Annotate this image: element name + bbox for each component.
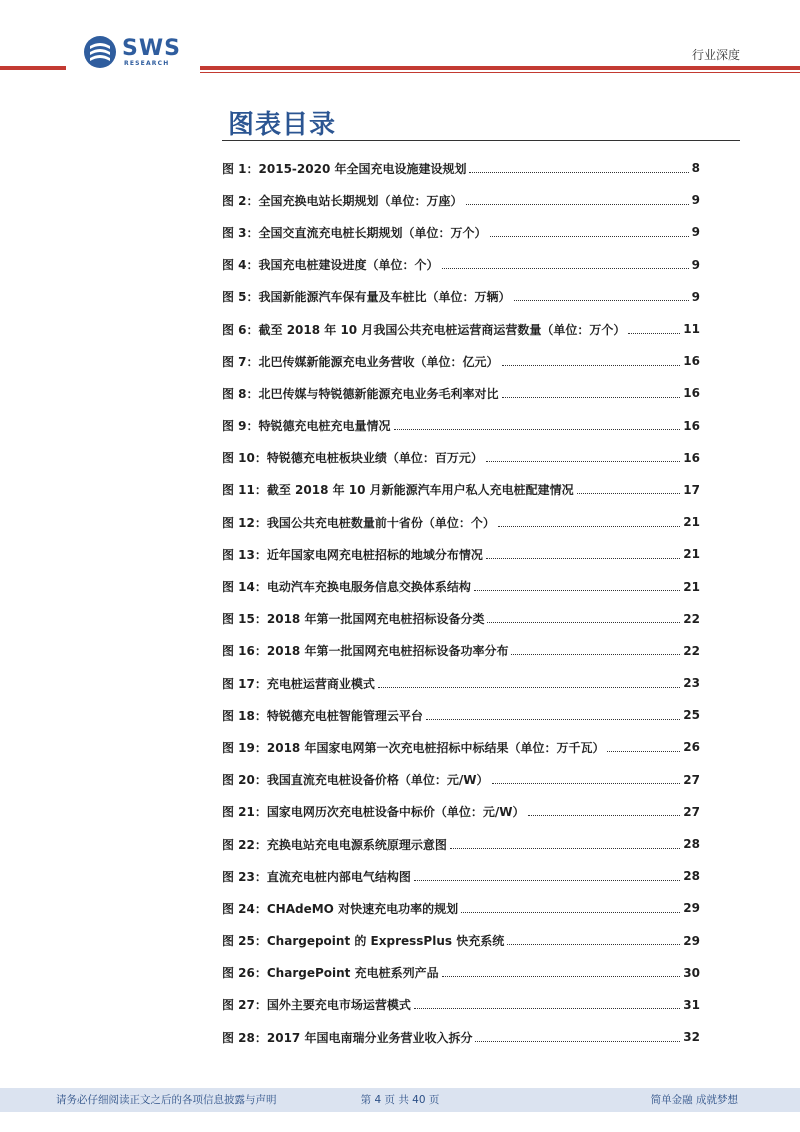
toc-entry-page: 29 (683, 901, 700, 916)
toc-entry[interactable] (222, 731, 700, 763)
toc-leader-dots (492, 783, 681, 784)
toc-leader-dots (577, 493, 681, 494)
toc-leader-dots (502, 397, 681, 398)
toc-entry-page: 27 (683, 772, 700, 787)
toc-entry[interactable] (222, 860, 700, 892)
toc-leader-dots (474, 590, 680, 591)
toc-entry-page: 9 (691, 193, 700, 208)
toc-leader-dots (498, 526, 680, 527)
toc-entry-label: 图 12：我国公共充电桩数量前十省份（单位：个） (222, 515, 495, 530)
toc-entry-label: 图 5：我国新能源汽车保有量及车桩比（单位：万辆） (222, 290, 511, 305)
toc-entry-page: 21 (683, 515, 700, 530)
toc-entry-label: 图 16：2018 年第一批国网充电桩招标设备功率分布 (222, 644, 509, 659)
toc-entry[interactable] (222, 184, 700, 216)
toc-entry[interactable] (222, 699, 700, 731)
toc-entry-label: 图 24：CHAdeMO 对快速充电功率的规划 (222, 901, 459, 916)
toc-leader-dots (475, 1041, 680, 1042)
toc-entry-page: 23 (683, 676, 700, 691)
toc-entry[interactable] (222, 538, 700, 570)
toc-entry-label: 图 15：2018 年第一批国网充电桩招标设备分类 (222, 612, 485, 627)
toc-leader-dots (511, 654, 680, 655)
toc-entry-label: 图 22：充换电站充电电源系统原理示意图 (222, 837, 447, 852)
figure-list (222, 152, 700, 1053)
toc-entry-page: 16 (683, 450, 700, 465)
toc-entry-page: 11 (683, 322, 700, 337)
toc-entry[interactable] (222, 249, 700, 281)
toc-leader-dots (528, 815, 681, 816)
toc-entry-label: 图 19：2018 年国家电网第一次充电桩招标中标结果（单位：万千瓦） (222, 740, 605, 755)
toc-entry-page: 31 (683, 997, 700, 1012)
toc-entry[interactable] (222, 635, 700, 667)
toc-entry-label: 图 14：电动汽车充换电服务信息交换体系结构 (222, 580, 471, 595)
sws-logo (82, 34, 192, 74)
toc-leader-dots (378, 687, 680, 688)
toc-entry[interactable] (222, 989, 700, 1021)
toc-entry-page: 32 (683, 1030, 700, 1045)
logo-subtext: RESEARCH (124, 60, 170, 67)
toc-leader-dots (442, 976, 681, 977)
header-rule-left (0, 66, 66, 70)
toc-entry[interactable] (222, 442, 700, 474)
toc-entry[interactable] (222, 892, 700, 924)
toc-entry-label: 图 20：我国直流充电桩设备价格（单位：元/W） (222, 773, 489, 788)
toc-entry-label: 图 21：国家电网历次充电桩设备中标价（单位：元/W） (222, 805, 525, 820)
toc-entry-page: 16 (683, 418, 700, 433)
toc-entry[interactable] (222, 667, 700, 699)
toc-entry[interactable] (222, 1021, 700, 1053)
header-rule-right (200, 66, 800, 70)
toc-entry[interactable] (222, 377, 700, 409)
toc-entry-label: 图 26：ChargePoint 充电桩系列产品 (222, 966, 439, 981)
toc-entry-page: 22 (683, 611, 700, 626)
toc-entry-page: 30 (683, 965, 700, 980)
report-category: 行业深度 (691, 48, 740, 62)
toc-entry-page: 21 (683, 547, 700, 562)
toc-entry-page: 17 (683, 482, 700, 497)
toc-entry[interactable] (222, 216, 700, 248)
toc-leader-dots (514, 300, 689, 301)
footer-page-info: 第 4 页 共 40 页 (360, 1094, 440, 1106)
toc-entry-label: 图 7：北巴传媒新能源充电业务营收（单位：亿元） (222, 354, 499, 369)
toc-entry[interactable] (222, 828, 700, 860)
logo-text: SWS (122, 36, 181, 61)
toc-entry[interactable] (222, 410, 700, 442)
toc-leader-dots (507, 944, 680, 945)
toc-entry[interactable] (222, 957, 700, 989)
toc-entry-page: 9 (691, 257, 700, 272)
toc-entry-label: 图 9：特锐德充电桩充电量情况 (222, 419, 391, 434)
footer-disclaimer: 请务必仔细阅读正文之后的各项信息披露与声明 (56, 1094, 277, 1106)
toc-entry-page: 8 (691, 161, 700, 176)
toc-entry-label: 图 27：国外主要充电市场运营模式 (222, 998, 411, 1013)
toc-entry[interactable] (222, 281, 700, 313)
toc-entry[interactable] (222, 603, 700, 635)
toc-leader-dots (628, 333, 680, 334)
toc-entry[interactable] (222, 152, 700, 184)
toc-leader-dots (414, 1008, 680, 1009)
toc-leader-dots (502, 365, 681, 366)
toc-entry-label: 图 3：全国交直流充电桩长期规划（单位：万个） (222, 225, 487, 240)
toc-entry-page: 27 (683, 804, 700, 819)
toc-entry-label: 图 10：特锐德充电桩板块业绩（单位：百万元） (222, 451, 483, 466)
toc-leader-dots (469, 172, 688, 173)
toc-entry[interactable] (222, 570, 700, 602)
toc-entry-label: 图 25：Chargepoint 的 ExpressPlus 快充系统 (222, 934, 505, 949)
toc-entry-page: 26 (683, 740, 700, 755)
toc-entry-page: 9 (691, 225, 700, 240)
toc-entry-label: 图 11：截至 2018 年 10 月新能源汽车用户私人充电桩配建情况 (222, 483, 574, 498)
toc-leader-dots (414, 880, 680, 881)
toc-entry[interactable] (222, 313, 700, 345)
toc-leader-dots (450, 848, 680, 849)
toc-leader-dots (487, 622, 680, 623)
toc-entry-label: 图 1：2015-2020 年全国充电设施建设规划 (222, 161, 467, 176)
toc-entry-page: 25 (683, 708, 700, 723)
page-header (0, 0, 800, 80)
toc-entry-label: 图 28：2017 年国电南瑞分业务营业收入拆分 (222, 1030, 473, 1045)
toc-entry-label: 图 2：全国充换电站长期规划（单位：万座） (222, 193, 463, 208)
toc-entry-label: 图 4：我国充电桩建设进度（单位：个） (222, 258, 439, 273)
toc-leader-dots (486, 558, 680, 559)
toc-entry[interactable] (222, 506, 700, 538)
header-rule-thin (200, 72, 800, 73)
toc-entry-label: 图 8：北巴传媒与特锐德新能源充电业务毛利率对比 (222, 386, 499, 401)
toc-entry-page: 16 (683, 386, 700, 401)
toc-entry[interactable] (222, 764, 700, 796)
toc-entry-label: 图 23：直流充电桩内部电气结构图 (222, 869, 411, 884)
toc-entry-page: 16 (683, 354, 700, 369)
toc-leader-dots (607, 751, 680, 752)
toc-leader-dots (394, 429, 681, 430)
toc-entry[interactable] (222, 474, 700, 506)
toc-entry-page: 28 (683, 837, 700, 852)
toc-entry[interactable] (222, 796, 700, 828)
footer-slogan: 简单金融 成就梦想 (650, 1094, 738, 1106)
title-divider (222, 140, 740, 141)
sws-logo-icon (82, 34, 118, 70)
toc-leader-dots (426, 719, 680, 720)
toc-entry-page: 21 (683, 579, 700, 594)
toc-entry-page: 9 (691, 289, 700, 304)
toc-entry[interactable] (222, 925, 700, 957)
toc-title: 图表目录 (228, 110, 337, 140)
toc-entry-label: 图 6：截至 2018 年 10 月我国公共充电桩运营商运营数量（单位：万个） (222, 322, 626, 337)
toc-entry-page: 29 (683, 933, 700, 948)
toc-entry-page: 28 (683, 869, 700, 884)
toc-entry-label: 图 17：充电桩运营商业模式 (222, 676, 375, 691)
toc-entry-label: 图 13：近年国家电网充电桩招标的地域分布情况 (222, 547, 483, 562)
toc-entry[interactable] (222, 345, 700, 377)
toc-leader-dots (442, 268, 689, 269)
toc-entry-label: 图 18：特锐德充电桩智能管理云平台 (222, 708, 423, 723)
toc-leader-dots (466, 204, 689, 205)
toc-leader-dots (486, 461, 680, 462)
toc-leader-dots (490, 236, 689, 237)
toc-entry-page: 22 (683, 643, 700, 658)
toc-leader-dots (461, 912, 680, 913)
